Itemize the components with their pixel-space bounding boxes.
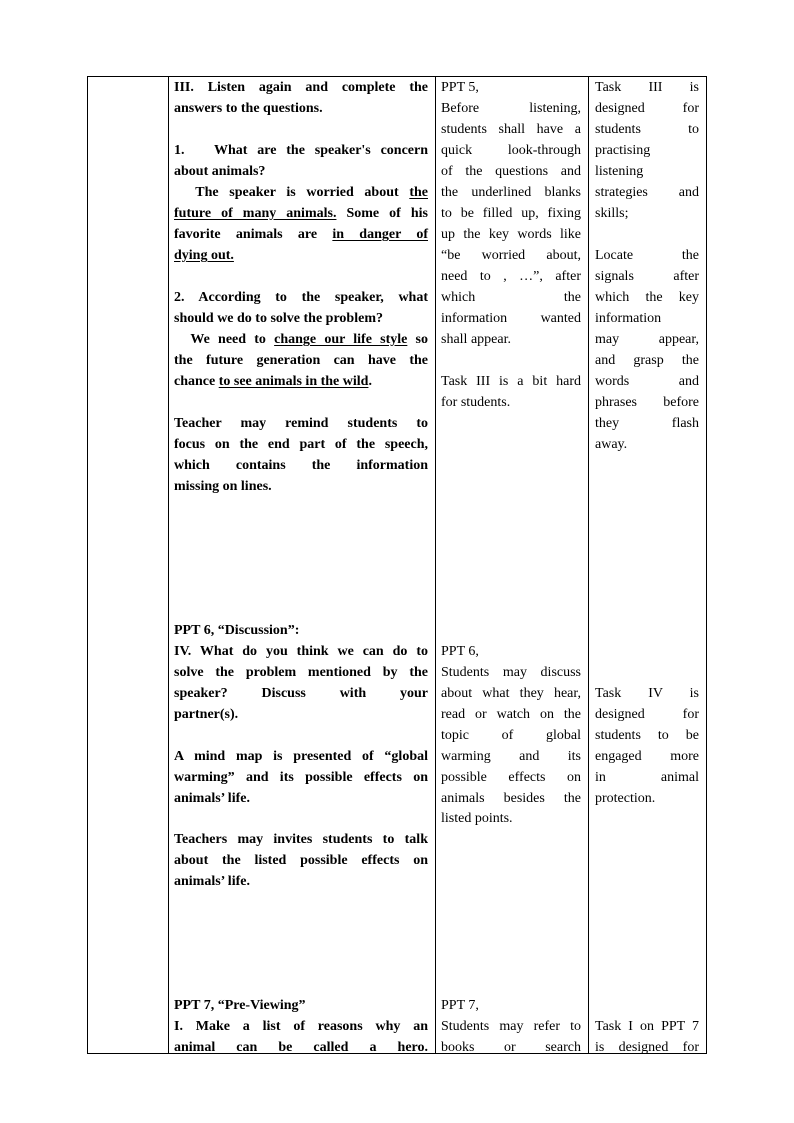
answer1-text: The speaker is worried about — [174, 185, 410, 200]
ppt5-note-line: need to , …”, after — [441, 269, 581, 284]
mind-map-line-1: A mind map is presented of “global — [174, 749, 428, 764]
locate-signals-line: Locate the — [595, 248, 699, 263]
mind-map-line-3: animals’ life. — [174, 791, 250, 806]
ppt5-note-line: which the — [441, 290, 581, 305]
locate-signals-line: information — [595, 311, 662, 326]
answer2-text: so — [407, 332, 429, 347]
answer2-text: . — [368, 374, 372, 389]
answer1-text: Some of his — [336, 206, 428, 221]
task1-purpose-line: Task I on PPT 7 — [595, 1019, 699, 1034]
task4-purpose-line: in animal — [595, 770, 699, 785]
locate-signals-line: may appear, — [595, 332, 699, 347]
ppt6-note-line: animals besides the — [441, 791, 581, 806]
locate-signals-line: words and — [595, 374, 699, 389]
column-divider — [588, 77, 589, 1053]
ppt7-note-line: books or search — [441, 1040, 581, 1055]
ppt6-note-line: listed points. — [441, 811, 513, 826]
ppt7-note-line: Students may refer to — [441, 1019, 581, 1034]
task1-line-1: I. Make a list of reasons why an — [174, 1019, 428, 1034]
task4-line-2: solve the problem mentioned by the — [174, 665, 428, 680]
invite-line-1: Teachers may invites students to talk — [174, 832, 428, 847]
answer2-text: We need to — [174, 332, 275, 347]
answer1-line-4 — [174, 245, 428, 266]
ppt6-title: PPT 6, “Discussion”: — [174, 623, 300, 638]
task3-purpose-line: listening — [595, 164, 644, 179]
task1-line-2: animal can be called a hero. — [174, 1040, 428, 1055]
question1-line-2: about animals? — [174, 164, 266, 179]
answer1-blank: in danger of — [332, 227, 428, 242]
teacher-remind-line-2: focus on the end part of the speech, — [174, 437, 428, 452]
question1-line-1: 1. What are the speaker's concern — [174, 143, 428, 158]
answer1-blank: future of many animals. — [174, 206, 337, 221]
answer2-blank: to see animals in the wild — [218, 374, 369, 389]
answer1-line-1 — [174, 182, 428, 203]
task3-purpose-line: skills; — [595, 206, 629, 221]
task3-difficulty-line: Task III is a bit hard — [441, 374, 581, 389]
invite-line-3: animals’ life. — [174, 874, 250, 889]
ppt6-note-line: Students may discuss — [441, 665, 581, 680]
task3-purpose-line: practising — [595, 143, 651, 158]
ppt6-note-line: read or watch on the — [441, 707, 581, 722]
locate-signals-line: they flash — [595, 416, 699, 431]
ppt7-label: PPT 7, — [441, 998, 479, 1013]
question2-line-1: 2. According to the speaker, what — [174, 290, 428, 305]
ppt5-note-line: students shall have a — [441, 122, 581, 137]
ppt5-note-line: of the questions and — [441, 164, 581, 179]
ppt5-note-line: information wanted — [441, 311, 581, 326]
task4-line-1: IV. What do you think we can do to — [174, 644, 428, 659]
ppt6-label: PPT 6, — [441, 644, 479, 659]
task3-heading-line-2: answers to the questions. — [174, 101, 323, 116]
task3-purpose-line: students to — [595, 122, 699, 137]
answer1-line-3 — [174, 224, 428, 245]
task4-line-3: speaker? Discuss with your — [174, 686, 428, 701]
mind-map-line-2: warming” and its possible effects on — [174, 770, 428, 785]
column-divider — [435, 77, 436, 1053]
ppt5-label: PPT 5, — [441, 80, 479, 95]
invite-line-2: about the listed possible effects on — [174, 853, 428, 868]
task3-purpose-line: Task III is — [595, 80, 699, 95]
question2-line-2: should we do to solve the problem? — [174, 311, 383, 326]
teacher-remind-line-3: which contains the information — [174, 458, 428, 473]
answer1-line-2 — [174, 203, 428, 224]
column-divider — [168, 77, 169, 1053]
task4-purpose-line: designed for — [595, 707, 699, 722]
ppt5-note-line: quick look-through — [441, 143, 581, 158]
ppt5-note-line: to be filled up, fixing — [441, 206, 581, 221]
ppt5-note-line: Before listening, — [441, 101, 581, 116]
task1-purpose-line: is designed for — [595, 1040, 699, 1055]
ppt6-note-line: topic of global — [441, 728, 581, 743]
answer2-line-2: the future generation can have the — [174, 353, 428, 368]
locate-signals-line: and grasp the — [595, 353, 699, 368]
ppt6-note-line: possible effects on — [441, 770, 581, 785]
task4-purpose-line: engaged more — [595, 749, 699, 764]
answer2-blank: change our life style — [274, 332, 408, 347]
ppt7-title: PPT 7, “Pre-Viewing” — [174, 998, 306, 1013]
task4-purpose-line: Task IV is — [595, 686, 699, 701]
ppt5-note-line: up the key words like — [441, 227, 581, 242]
task4-purpose-line: students to be — [595, 728, 699, 743]
teacher-remind-line-4: missing on lines. — [174, 479, 272, 494]
ppt5-note-line: “be worried about, — [441, 248, 581, 263]
locate-signals-line: signals after — [595, 269, 699, 284]
answer1-blank: dying out. — [174, 248, 234, 263]
locate-signals-line: phrases before — [595, 395, 699, 410]
task3-difficulty-line: for students. — [441, 395, 511, 410]
answer2-line-1 — [174, 329, 428, 350]
task4-line-4: partner(s). — [174, 707, 239, 722]
task4-purpose-line: protection. — [595, 791, 656, 806]
ppt6-note-line: about what they hear, — [441, 686, 581, 701]
task3-purpose-line: designed for — [595, 101, 699, 116]
locate-signals-line: which the key — [595, 290, 699, 305]
teacher-remind-line-1: Teacher may remind students to — [174, 416, 428, 431]
lesson-plan-table — [87, 76, 707, 1054]
ppt5-note-line: the underlined blanks — [441, 185, 581, 200]
task3-heading-line-1: III. Listen again and complete the — [174, 80, 428, 95]
task3-purpose-line: strategies and — [595, 185, 699, 200]
ppt6-note-line: warming and its — [441, 749, 581, 764]
answer2-line-3 — [174, 371, 428, 392]
ppt5-note-line: shall appear. — [441, 332, 511, 347]
answer2-text: chance — [174, 374, 219, 389]
locate-signals-line: away. — [595, 437, 628, 452]
answer1-text: favorite animals are — [174, 227, 333, 242]
answer1-blank: the — [409, 185, 428, 200]
